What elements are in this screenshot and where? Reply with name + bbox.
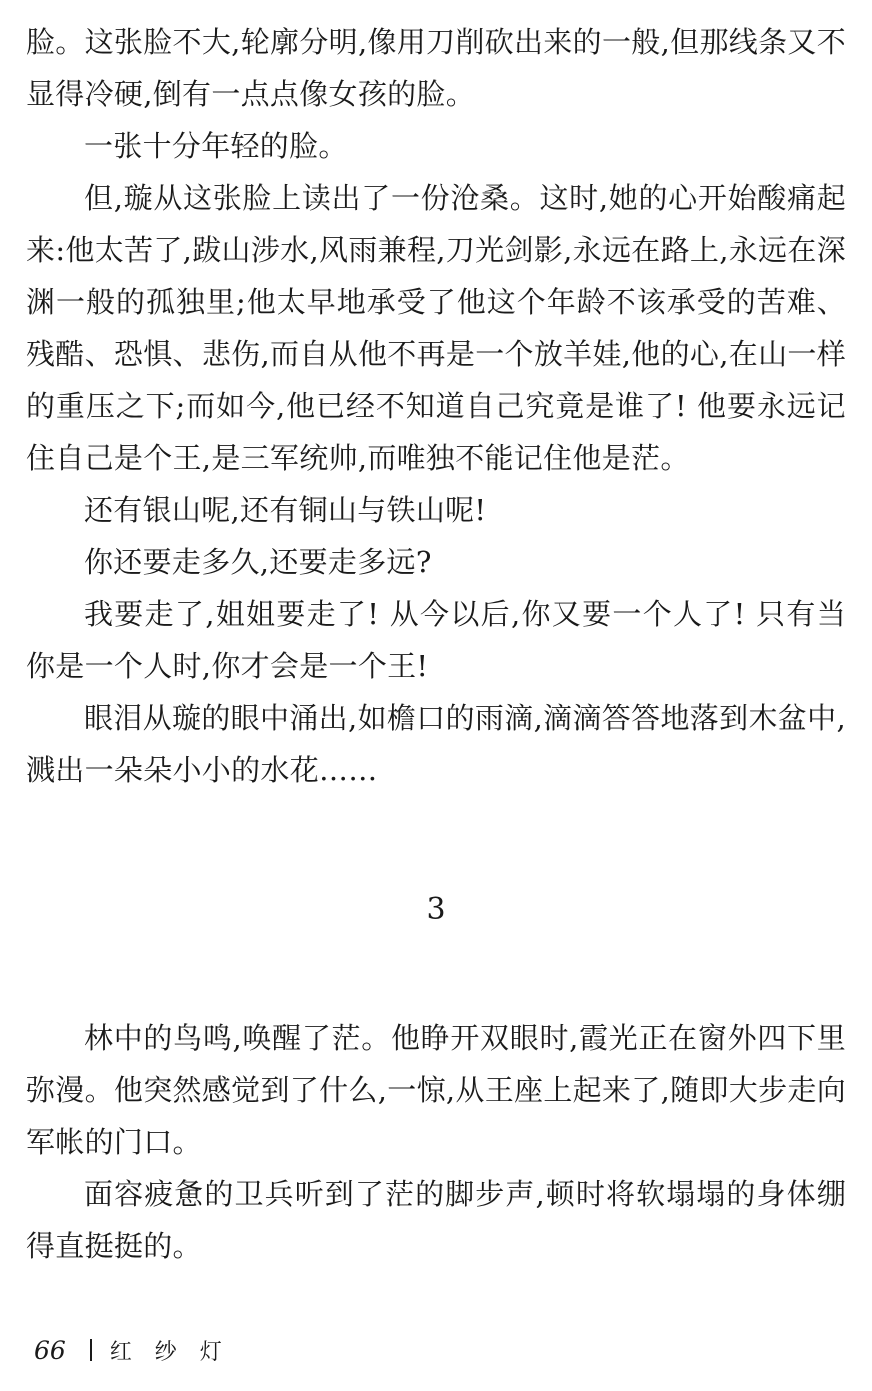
book-title: 红 纱 灯 [109,1339,230,1365]
paragraph: 脸。这张脸不大,轮廓分明,像用刀削砍出来的一般,但那线条又不显得冷硬,倒有一点点像女孩的脸。 [26,25,846,111]
chapter-spacer [26,936,846,1012]
paragraph: 你还要走多久,还要走多远? [84,545,432,579]
chapter-spacer [26,796,846,884]
paragraph: 还有银山呢,还有铜山与铁山呢! [84,493,487,527]
chapter-number: 3 [426,892,446,927]
page-body [26,16,846,1272]
paragraph: 眼泪从璇的眼中涌出,如檐口的雨滴,滴滴答答地落到木盆中,溅出一朵朵小小的水花…… [26,701,846,787]
paragraph: 我要走了,姐姐要走了! 从今以后,你又要一个人了! 只有当你是一个人时,你才会是一个王! [26,597,846,683]
page-footer [34,1330,230,1370]
page-number: 66 [34,1335,66,1365]
paragraph: 一张十分年轻的脸。 [84,129,348,163]
paragraph: 但,璇从这张脸上读出了一份沧桑。这时,她的心开始酸痛起来:他太苦了,跋山涉水,风雨兼程,刀光剑影,永远在路上,永远在深渊一般的孤独里;他太早地承受了他这个年龄不该承受的苦难、残酷、恐惧、悲伤,而自从他不再是一个放羊娃,他的心,在山一样的重压之下;而如今,他已经不知道自己究竟是谁了! 他要永远记住自己是个王,是三军统帅,而唯独不能记住他是茫。 [26,181,846,475]
footer-divider [90,1339,92,1361]
paragraph: 面容疲惫的卫兵听到了茫的脚步声,顿时将软塌塌的身体绷得直挺挺的。 [26,1177,846,1263]
paragraph: 林中的鸟鸣,唤醒了茫。他睁开双眼时,霞光正在窗外四下里弥漫。他突然感觉到了什么,一惊,从王座上起来了,随即大步走向军帐的门口。 [26,1021,846,1159]
